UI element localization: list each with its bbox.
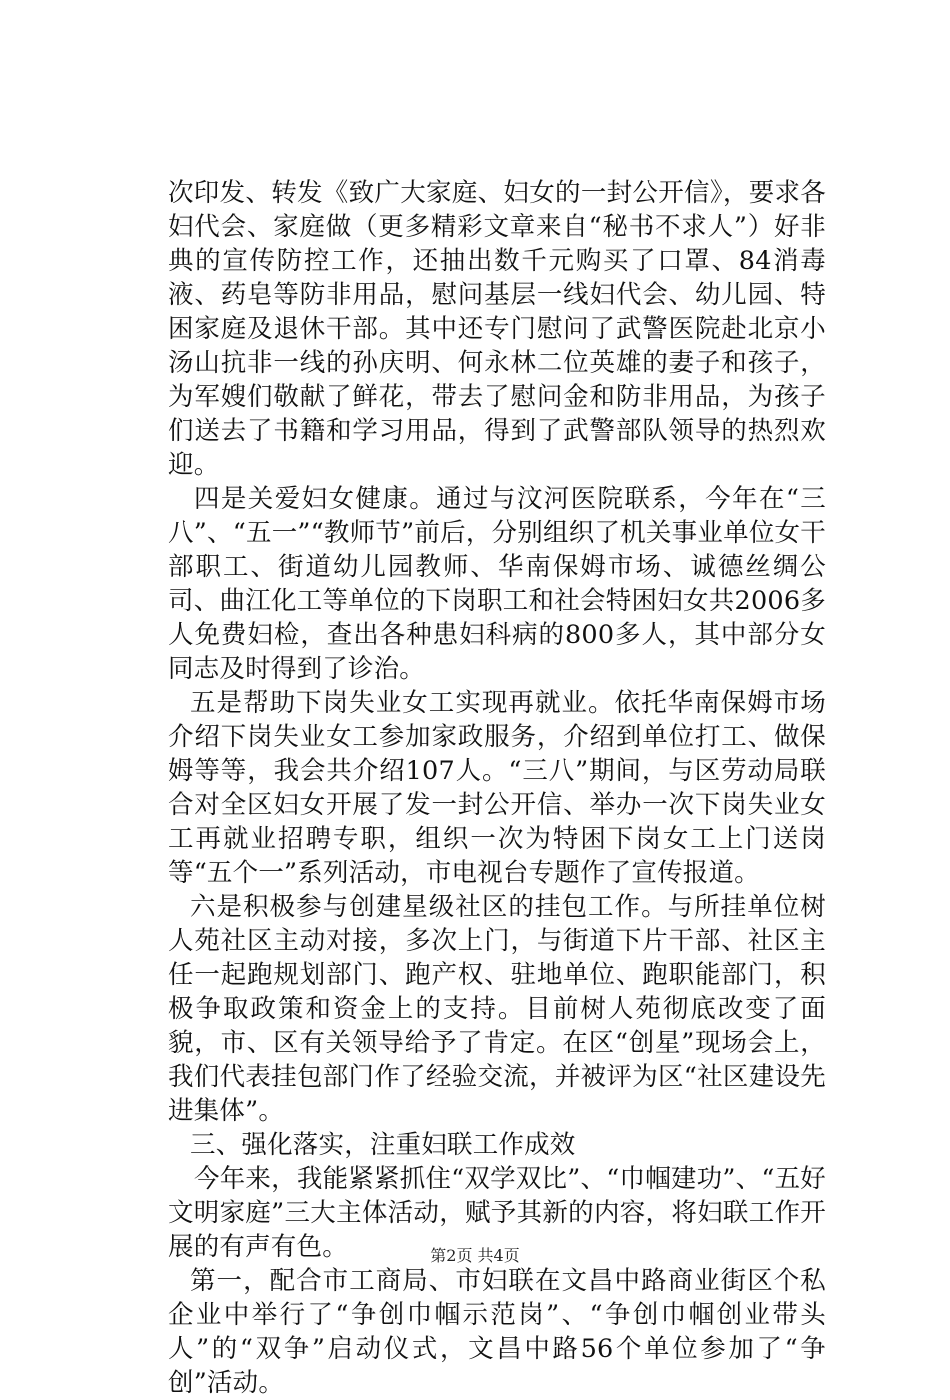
document-body (168, 176, 826, 1400)
paragraph-reemployment: 五是帮助下岗失业女工实现再就业。依托华南保姆市场介绍下岗失业女工参加家政服务，介绍到单位打工、做保姆等等，我会共介绍107人。“三八”期间，与区劳动局联合对全区妇女开展了发一封公开信、举办一次下岗失业女工再就业招聘专职，组织一次为特困下岗女工上门送岗等“五个一”系列活动，市电视台专题作了宣传报道。 (168, 688, 826, 888)
page-number-footer: 第2页 共4页 (430, 1246, 520, 1265)
paragraph-activities: 今年来，我能紧紧抓住“双学双比”、“巾帼建功”、“五好文明家庭”三大主体活动，赋予其新的内容，将妇联工作开展的有声有色。 (168, 1164, 826, 1262)
section-heading: 三、强化落实，注重妇联工作成效 (190, 1130, 576, 1160)
paragraph-women-health: 四是关爱妇女健康。通过与汶河医院联系，今年在“三八”、“五一”“教师节”前后，分别组织了机关事业单位女干部职工、街道幼儿园教师、华南保姆市场、诚德丝绸公司、曲江化工等单位的下岗职工和社会特困妇女共2006多人免费妇检，查出各种患妇科病的800多人，其中部分女同志及时得到了诊治。 (168, 484, 826, 684)
paragraph-community: 六是积极参与创建星级社区的挂包工作。与所挂单位树人苑社区主动对接，多次上门，与街道下片干部、社区主任一起跑规划部门、跑产权、驻地单位、跑职能部门，积极争取政策和资金上的支持。目前树人苑彻底改变了面貌，市、区有关领导给予了肯定。在区“创星”现场会上，我们代表挂包部门作了经验交流，并被评为区“社区建设先进集体”。 (168, 892, 826, 1126)
paragraph-first-item: 第一，配合市工商局、市妇联在文昌中路商业街区个私企业中举行了“争创巾帼示范岗”、“争创巾帼创业带头人”的“双争”启动仪式，文昌中路56个单位参加了“争创”活动。 (168, 1266, 826, 1398)
paragraph-continuation: 次印发、转发《致广大家庭、妇女的一封公开信》，要求各妇代会、家庭做（更多精彩文章来自“秘书不求人”）好非典的宣传防控工作，还抽出数千元购买了口罩、84消毒液、药皂等防非用品，慰问基层一线妇代会、幼儿园、特困家庭及退休干部。其中还专门慰问了武警医院赴北京小汤山抗非一线的孙庆明、何永林二位英雄的妻子和孩子，为军嫂们敬献了鲜花，带去了慰问金和防非用品，为孩子们送去了书籍和学习用品，得到了武警部队领导的热烈欢迎。 (168, 178, 826, 480)
